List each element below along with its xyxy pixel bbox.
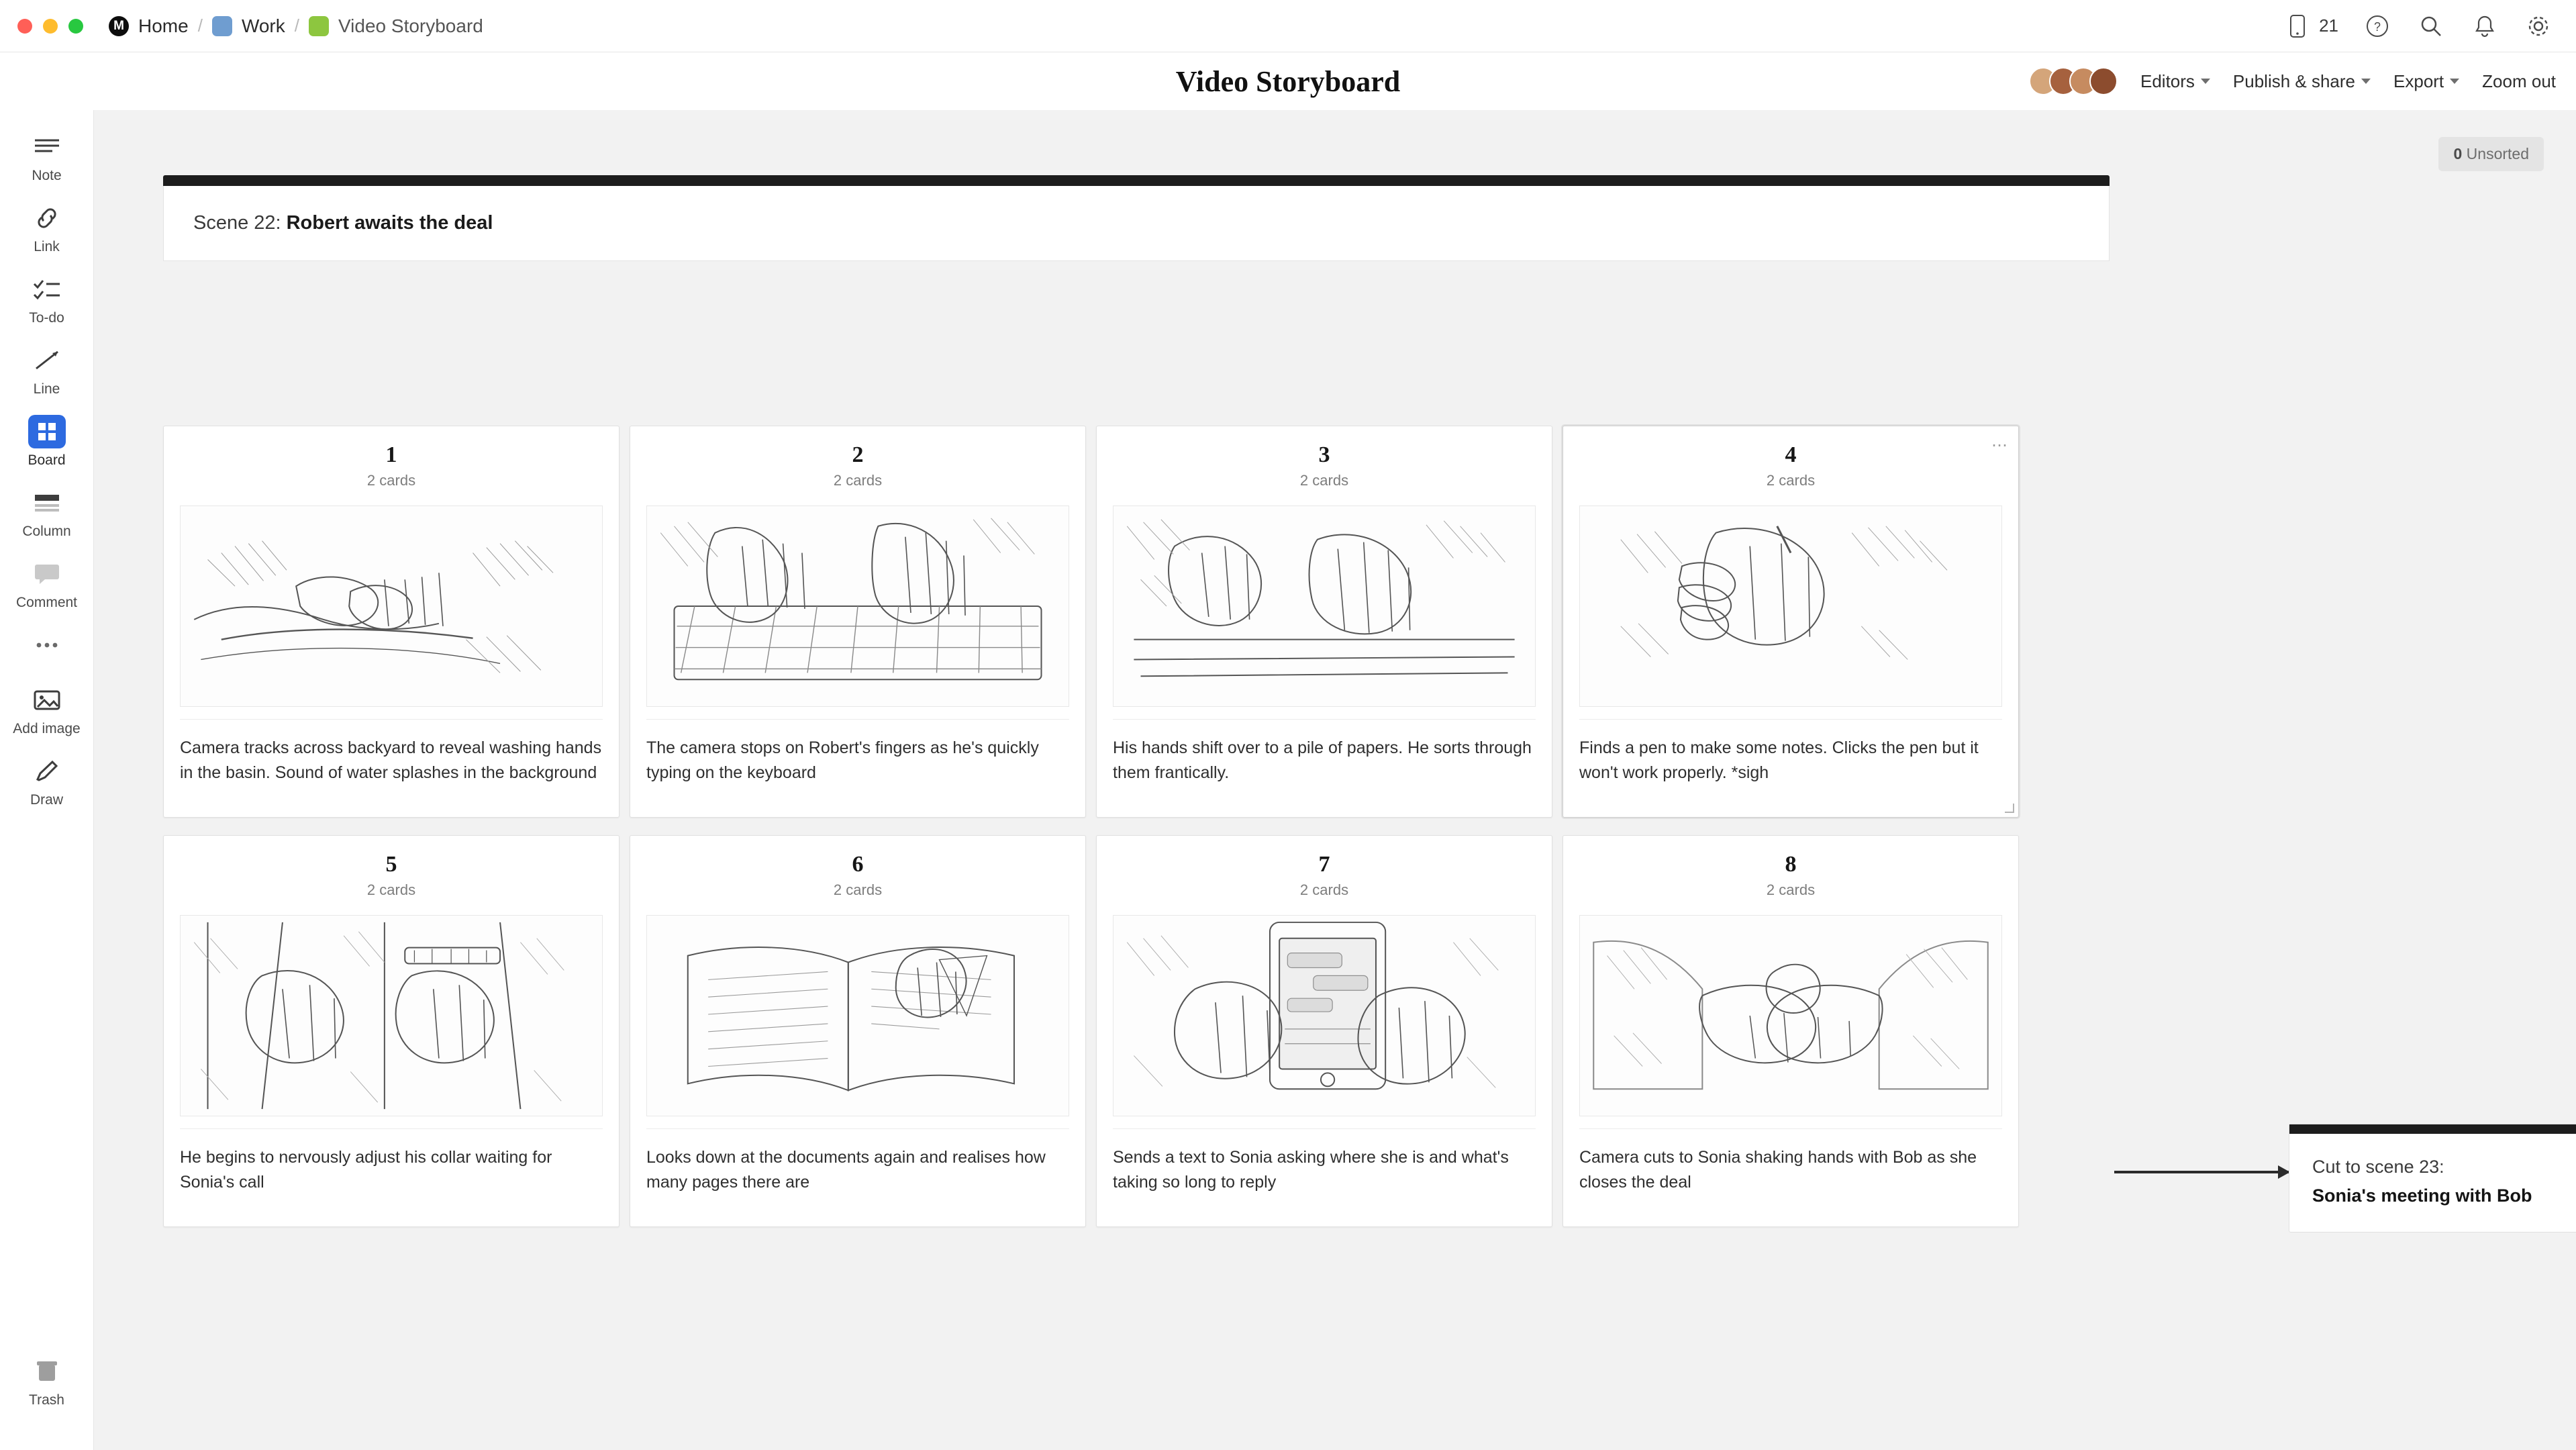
sidebar-item-add-image[interactable]: [4, 683, 90, 737]
card-number: 4: [1785, 442, 1797, 467]
sidebar-label-todo: To-do: [29, 310, 64, 326]
note-icon: [28, 130, 66, 164]
editors-menu[interactable]: [2140, 71, 2210, 92]
card-number: 7: [1318, 852, 1330, 877]
window-titlebar: [0, 0, 2576, 52]
card-description: His hands shift over to a pile of papers. He sorts through them frantically.: [1113, 719, 1536, 800]
sidebar-item-line[interactable]: [4, 344, 90, 397]
card-number: 3: [1318, 442, 1330, 467]
breadcrumb-separator: /: [197, 15, 203, 36]
sidebar-label-line: Line: [33, 381, 60, 397]
window-controls[interactable]: [17, 19, 83, 34]
card-description: The camera stops on Robert's fingers as he's quickly typing on the keyboard: [646, 719, 1069, 800]
board-icon: [28, 415, 66, 448]
card-description: Finds a pen to make some notes. Clicks the pen but it won't work properly. *sigh: [1579, 719, 2002, 800]
card-meta: 2 cards: [833, 472, 883, 489]
hands-adjusting-collar-icon: [180, 915, 603, 1116]
card-meta: 2 cards: [833, 881, 883, 898]
hand-clicking-pen-icon: [1579, 505, 2002, 707]
editors-menu-label: Editors: [2140, 70, 2195, 91]
card-options-icon[interactable]: ⋯: [1991, 436, 2009, 454]
column-icon: [28, 486, 66, 520]
sidebar-item-more[interactable]: [4, 628, 90, 666]
board-canvas[interactable]: [94, 110, 2576, 1450]
card-meta: 2 cards: [1766, 472, 1816, 489]
next-scene-prefix: Cut to scene 23:: [2312, 1157, 2444, 1177]
card-header: [1563, 426, 2018, 499]
zoom-out-label: Zoom out: [2482, 70, 2556, 91]
storyboard-card[interactable]: [630, 426, 1086, 818]
card-number: 5: [385, 852, 397, 877]
sidebar-label-comment: Comment: [15, 595, 78, 610]
breadcrumb: [109, 15, 483, 37]
card-meta: 2 cards: [366, 881, 416, 898]
unsorted-label: Unsorted: [2466, 145, 2529, 162]
left-toolbar: [0, 110, 94, 1450]
card-description: Looks down at the documents again and realises how many pages there are: [646, 1128, 1069, 1209]
breadcrumb-item-home[interactable]: [109, 15, 189, 37]
blue-square-icon: [212, 16, 232, 36]
mobile-icon: [2283, 11, 2312, 41]
mobile-counter-value: 21: [2319, 15, 2338, 36]
card-meta: 2 cards: [1299, 881, 1349, 898]
maximize-window-button[interactable]: [68, 19, 83, 34]
scene-group-color-bar: [163, 175, 2110, 186]
mobile-counter[interactable]: [2283, 11, 2338, 41]
chevron-down-icon: [2201, 79, 2210, 84]
add-image-icon: [28, 683, 66, 717]
publish-share-menu[interactable]: [2233, 71, 2371, 92]
trash-icon: [28, 1355, 66, 1388]
board-header-actions: [2029, 52, 2556, 110]
storyboard-card[interactable]: [1096, 426, 1552, 818]
card-header: [164, 426, 619, 499]
breadcrumb-item-board[interactable]: [309, 15, 483, 37]
storyboard-card[interactable]: [1563, 835, 2019, 1227]
card-description: Camera cuts to Sonia shaking hands with Bob as she closes the deal: [1579, 1128, 2002, 1209]
next-scene-color-bar: [2289, 1124, 2576, 1134]
sidebar-item-comment[interactable]: [4, 557, 90, 611]
breadcrumb-label-work: Work: [241, 15, 285, 36]
card-number: 1: [385, 442, 397, 467]
export-menu[interactable]: [2393, 71, 2459, 92]
collaborator-avatars[interactable]: [2029, 67, 2118, 95]
unsorted-count: 0: [2453, 145, 2463, 162]
export-menu-label: Export: [2393, 70, 2444, 91]
storyboard-card[interactable]: [1563, 426, 2019, 818]
page-title: Video Storyboard: [1175, 64, 1401, 98]
card-number: 2: [852, 442, 864, 467]
sidebar-label-draw: Draw: [30, 792, 63, 808]
chevron-down-icon: [2450, 79, 2459, 84]
card-description: He begins to nervously adjust his collar waiting for Sonia's call: [180, 1128, 603, 1209]
hand-turning-document-pages-icon: [646, 915, 1069, 1116]
card-header: [1097, 426, 1552, 499]
hands-texting-on-phone-icon: [1113, 915, 1536, 1116]
hands-sorting-papers-icon: [1113, 505, 1536, 707]
hands-washing-in-basin-icon: [180, 505, 603, 707]
card-header: [630, 426, 1085, 499]
minimize-window-button[interactable]: [43, 19, 58, 34]
sidebar-item-draw[interactable]: [4, 755, 90, 808]
hands-typing-keyboard-icon: [646, 505, 1069, 707]
scene-group[interactable]: [163, 175, 2110, 261]
line-icon: [28, 344, 66, 377]
sidebar-label-column: Column: [22, 524, 71, 539]
next-scene-title: Sonia's meeting with Bob: [2312, 1186, 2532, 1206]
sidebar-item-column[interactable]: [4, 486, 90, 540]
app-logo-icon: M: [109, 16, 129, 36]
sidebar-item-note[interactable]: [4, 130, 90, 184]
link-icon: [28, 201, 66, 235]
sidebar-label-board: Board: [28, 452, 66, 468]
more-icon: [28, 628, 66, 662]
card-row: [163, 835, 2110, 1227]
sidebar-item-link[interactable]: [4, 201, 90, 255]
sidebar-item-trash[interactable]: [4, 1355, 90, 1408]
storyboard-card[interactable]: [630, 835, 1086, 1227]
card-header: [1563, 836, 2018, 908]
scene-prefix: Scene 22:: [193, 212, 281, 234]
sidebar-label-add-image: Add image: [13, 721, 81, 736]
chevron-down-icon: [2361, 79, 2371, 84]
card-header: [164, 836, 619, 908]
breadcrumb-label-home: Home: [138, 15, 189, 36]
card-description: Sends a text to Sonia asking where she is and what's taking so long to reply: [1113, 1128, 1536, 1209]
card-header: [630, 836, 1085, 908]
close-window-button[interactable]: [17, 19, 32, 34]
card-row: [163, 426, 2110, 818]
scene-connector-arrow: [2114, 1171, 2289, 1173]
avatar[interactable]: [2089, 67, 2118, 95]
card-header: [1097, 836, 1552, 908]
sidebar-item-board[interactable]: [4, 415, 90, 469]
hands-shaking-icon: [1579, 915, 2002, 1116]
sidebar-item-todo[interactable]: [4, 273, 90, 326]
sidebar-label-trash: Trash: [29, 1392, 64, 1408]
breadcrumb-separator: /: [294, 15, 299, 36]
sidebar-label-note: Note: [32, 168, 62, 183]
storyboard-card[interactable]: [1096, 835, 1552, 1227]
green-square-icon: [309, 16, 329, 36]
card-meta: 2 cards: [366, 472, 416, 489]
card-number: 6: [852, 852, 864, 877]
svg-text:?: ?: [2373, 19, 2381, 34]
settings-icon[interactable]: [2524, 11, 2553, 41]
card-meta: 2 cards: [1766, 881, 1816, 898]
comment-icon: [28, 557, 66, 591]
breadcrumb-item-work[interactable]: [212, 15, 285, 37]
storyboard-card[interactable]: [163, 835, 620, 1227]
sidebar-label-link: Link: [34, 239, 60, 254]
card-meta: 2 cards: [1299, 472, 1349, 489]
draw-icon: [28, 755, 66, 788]
next-scene-text: [2289, 1134, 2576, 1209]
card-resize-handle[interactable]: [2005, 804, 2014, 813]
scene-title: Robert awaits the deal: [286, 212, 493, 234]
titlebar-actions: [2283, 11, 2553, 41]
next-scene-card[interactable]: [2289, 1124, 2576, 1232]
zoom-out-button[interactable]: [2482, 71, 2556, 92]
storyboard-card[interactable]: [163, 426, 620, 818]
help-icon[interactable]: [2363, 11, 2392, 41]
publish-share-menu-label: Publish & share: [2232, 70, 2356, 91]
unsorted-badge[interactable]: [2438, 137, 2544, 171]
breadcrumb-label-board: Video Storyboard: [338, 15, 483, 36]
storyboard-cards: [163, 426, 2110, 1245]
scene-group-header[interactable]: [163, 186, 2110, 261]
todo-icon: [28, 273, 66, 306]
bell-icon[interactable]: [2470, 11, 2499, 41]
card-description: Camera tracks across backyard to reveal washing hands in the basin. Sound of water splashes in the background: [180, 719, 603, 800]
board-header: [0, 52, 2576, 110]
card-number: 8: [1785, 852, 1797, 877]
search-icon[interactable]: [2416, 11, 2446, 41]
